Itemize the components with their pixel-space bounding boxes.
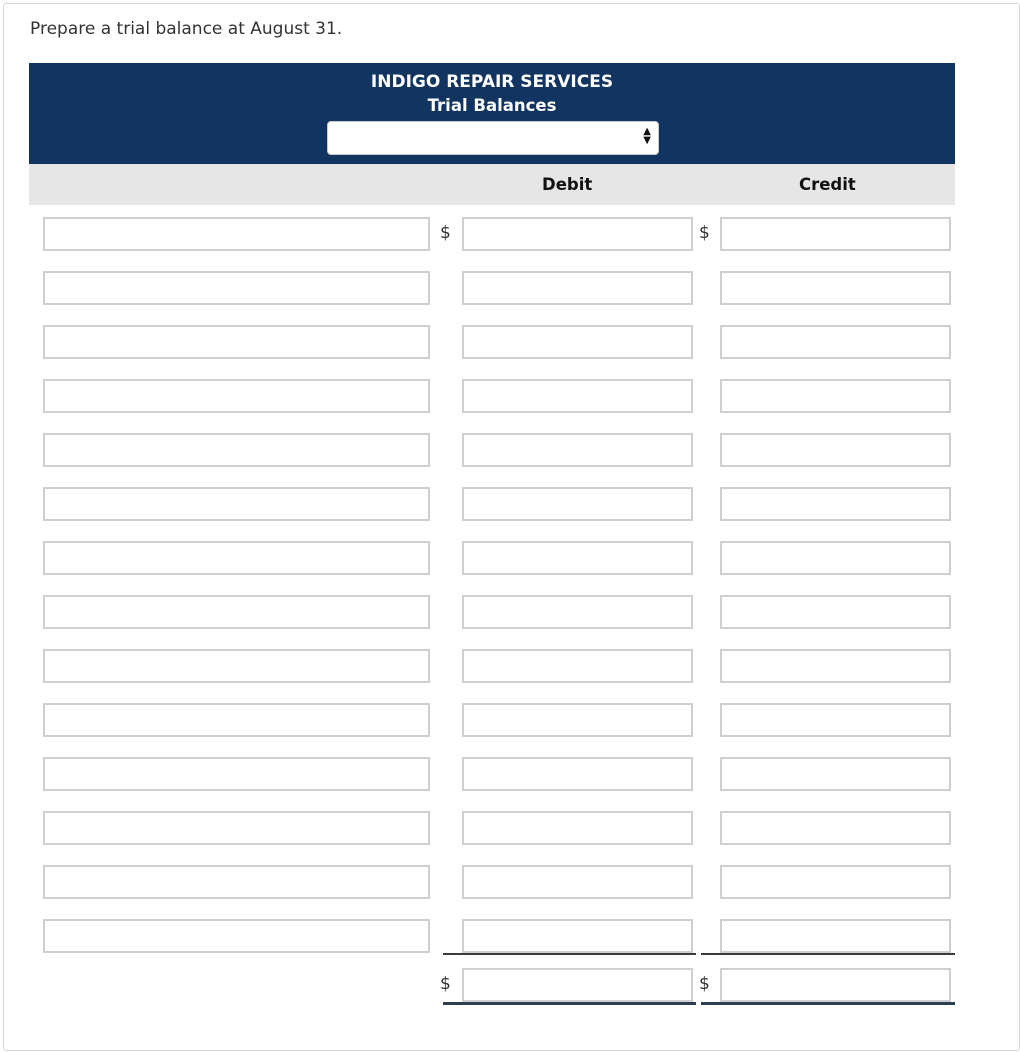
company-name: INDIGO REPAIR SERVICES <box>370 72 614 92</box>
statement-title: Trial Balances <box>427 96 557 115</box>
debit-input[interactable] <box>462 325 693 359</box>
table-row <box>0 757 1020 791</box>
table-row <box>0 919 1020 953</box>
credit-currency-symbol: $ <box>699 223 710 243</box>
account-input[interactable] <box>43 379 430 413</box>
table-row <box>0 541 1020 575</box>
account-input[interactable] <box>43 433 430 467</box>
account-input[interactable] <box>43 757 430 791</box>
debit-input[interactable] <box>462 487 693 521</box>
credit-input[interactable] <box>720 649 951 683</box>
debit-input[interactable] <box>462 541 693 575</box>
table-row <box>0 217 1020 251</box>
debit-input[interactable] <box>462 433 693 467</box>
table-row <box>0 271 1020 305</box>
debit-input[interactable] <box>462 379 693 413</box>
credit-input[interactable] <box>720 541 951 575</box>
up-down-arrows-icon: ▲ ▼ <box>643 126 651 146</box>
debit-input[interactable] <box>462 865 693 899</box>
credit-total-currency: $ <box>699 974 710 994</box>
debit-total-input[interactable] <box>462 968 693 1002</box>
table-row <box>0 595 1020 629</box>
debit-input[interactable] <box>462 649 693 683</box>
account-input[interactable] <box>43 325 430 359</box>
credit-input[interactable] <box>720 919 951 953</box>
debit-total-currency: $ <box>440 974 451 994</box>
credit-input[interactable] <box>720 811 951 845</box>
credit-column-header: Credit <box>799 175 856 194</box>
credit-input[interactable] <box>720 325 951 359</box>
table-row <box>0 325 1020 359</box>
statement-header <box>29 63 955 164</box>
debit-input[interactable] <box>462 271 693 305</box>
account-input[interactable] <box>43 487 430 521</box>
credit-input[interactable] <box>720 379 951 413</box>
debit-currency-symbol: $ <box>440 223 451 243</box>
credit-total-rule <box>701 953 955 955</box>
account-input[interactable] <box>43 649 430 683</box>
debit-double-rule <box>443 1002 696 1005</box>
debit-input[interactable] <box>462 595 693 629</box>
account-input[interactable] <box>43 595 430 629</box>
credit-input[interactable] <box>720 703 951 737</box>
account-input[interactable] <box>43 919 430 953</box>
table-row <box>0 379 1020 413</box>
credit-input[interactable] <box>720 271 951 305</box>
debit-input[interactable] <box>462 757 693 791</box>
credit-input[interactable] <box>720 865 951 899</box>
table-row <box>0 487 1020 521</box>
credit-input[interactable] <box>720 487 951 521</box>
account-input[interactable] <box>43 703 430 737</box>
debit-input[interactable] <box>462 703 693 737</box>
table-row <box>0 811 1020 845</box>
table-row <box>0 703 1020 737</box>
debit-input[interactable] <box>462 217 693 251</box>
credit-input[interactable] <box>720 433 951 467</box>
account-input[interactable] <box>43 271 430 305</box>
account-input[interactable] <box>43 541 430 575</box>
totals-row <box>0 968 1020 1002</box>
question-prompt: Prepare a trial balance at August 31. <box>30 19 343 39</box>
credit-input[interactable] <box>720 595 951 629</box>
credit-double-rule <box>701 1002 955 1005</box>
debit-input[interactable] <box>462 811 693 845</box>
debit-column-header: Debit <box>542 175 593 194</box>
table-row <box>0 433 1020 467</box>
debit-total-rule <box>443 953 696 955</box>
account-input[interactable] <box>43 811 430 845</box>
date-select[interactable] <box>327 121 659 155</box>
credit-input[interactable] <box>720 757 951 791</box>
credit-input[interactable] <box>720 217 951 251</box>
credit-total-input[interactable] <box>720 968 951 1002</box>
column-header-row <box>29 164 955 205</box>
account-input[interactable] <box>43 865 430 899</box>
account-input[interactable] <box>43 217 430 251</box>
table-row <box>0 865 1020 899</box>
debit-input[interactable] <box>462 919 693 953</box>
table-row <box>0 649 1020 683</box>
